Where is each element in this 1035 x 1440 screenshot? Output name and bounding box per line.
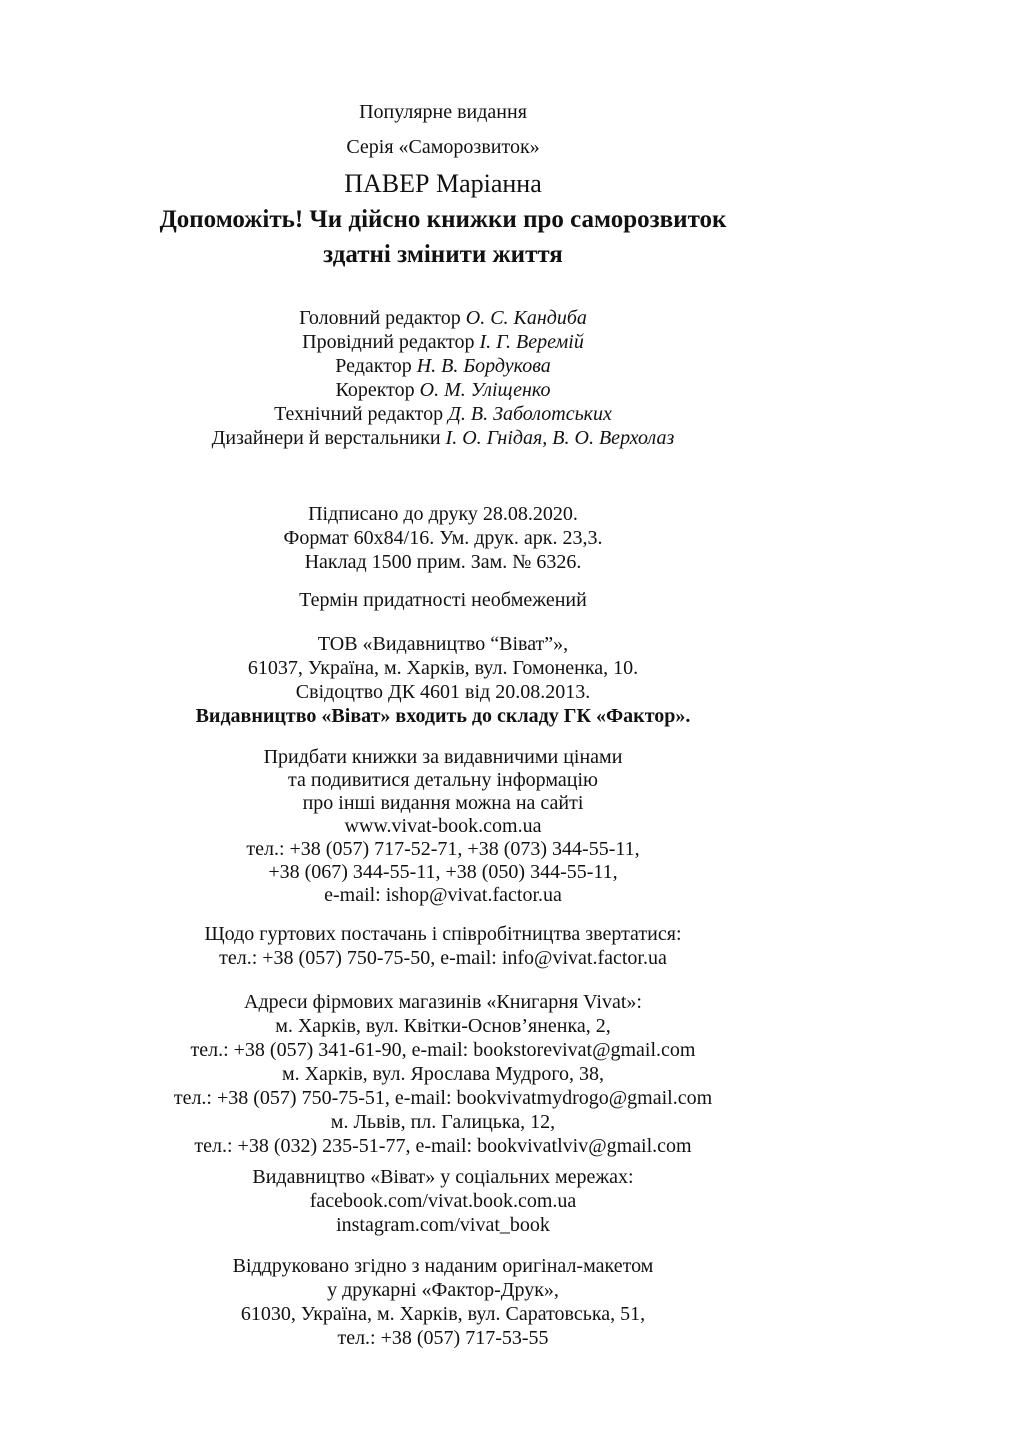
staff-name: О. М. Уліщенко xyxy=(419,379,551,401)
staff-credit-line xyxy=(103,354,783,378)
purchase-email: e-mail: ishop@vivat.factor.ua xyxy=(324,884,562,906)
staff-role: Коректор xyxy=(335,379,415,401)
text-column xyxy=(103,0,783,1440)
printing-house-info xyxy=(103,1254,783,1350)
purchase-info xyxy=(103,746,783,907)
purchase-phones-line: тел.: +38 (057) 717-52-71, +38 (073) 344-55-11, xyxy=(246,838,640,860)
staff-name: О. С. Кандиба xyxy=(465,307,587,329)
store-address: м. Львів, пл. Галицька, 12, xyxy=(330,1111,556,1133)
facebook-link: facebook.com/vivat.book.com.ua xyxy=(309,1190,577,1212)
printer-note: Віддруковано згідно з наданим оригінал-макетом xyxy=(232,1255,654,1277)
staff-role: Технічний редактор xyxy=(274,403,444,425)
book-title xyxy=(103,202,783,272)
staff-credit-line xyxy=(103,330,783,354)
publisher-website: www.vivat-book.com.ua xyxy=(344,815,542,837)
social-media-info xyxy=(103,1165,783,1237)
staff-credit-line xyxy=(103,402,783,426)
printer-address: 61030, Україна, м. Харків, вул. Саратовська, 51, xyxy=(240,1303,646,1325)
stores-heading: Адреси фірмових магазинів «Книгарня Vivat»: xyxy=(244,991,642,1013)
staff-credit-line xyxy=(103,378,783,402)
store-address: м. Харків, вул. Ярослава Мудрого, 38, xyxy=(281,1063,605,1085)
book-title-line-1: Допоможіть! Чи дійсно книжки про саморозвиток xyxy=(159,206,727,233)
print-date: Підписано до друку 28.08.2020. xyxy=(308,503,578,525)
wholesale-info xyxy=(103,922,783,970)
book-title-line-2: здатні змінити життя xyxy=(323,241,563,268)
wholesale-heading: Щодо гуртових постачань і співробітництва звертатися: xyxy=(204,923,682,945)
print-run-info xyxy=(103,502,783,574)
staff-credits xyxy=(103,306,783,450)
store-contacts: тел.: +38 (057) 750-75-51, e-mail: bookvivatmydrogo@gmail.com xyxy=(173,1087,713,1109)
printer-phone: тел.: +38 (057) 717-53-55 xyxy=(337,1327,549,1349)
publisher-group-note: Видавництво «Віват» входить до складу ГК «Фактор». xyxy=(195,705,691,727)
store-address: м. Харків, вул. Квітки-Основ’яненка, 2, xyxy=(275,1015,611,1037)
purchase-text-line: про інші видання можна на сайті xyxy=(302,792,584,814)
wholesale-contacts: тел.: +38 (057) 750-75-50, e-mail: info@vivat.factor.ua xyxy=(219,947,667,969)
shelf-life-note: Термін придатності необмежений xyxy=(299,589,587,611)
staff-name: І. Г. Веремій xyxy=(479,331,584,353)
staff-name: І. О. Гнідая, В. О. Верхолаз xyxy=(445,427,675,449)
publisher-info xyxy=(103,632,783,728)
purchase-phones-line: +38 (067) 344-55-11, +38 (050) 344-55-11, xyxy=(268,861,618,883)
store-contacts: тел.: +38 (032) 235-51-77, e-mail: bookvivatlviv@gmail.com xyxy=(194,1135,692,1157)
print-format: Формат 60х84/16. Ум. друк. арк. 23,3. xyxy=(283,527,603,549)
printer-name: у друкарні «Фактор-Друк», xyxy=(327,1279,559,1301)
purchase-text-line: Придбати книжки за видавничими цінами xyxy=(263,746,623,768)
staff-role: Провідний редактор xyxy=(302,331,475,353)
store-contacts: тел.: +38 (057) 341-61-90, e-mail: bookstorevivat@gmail.com xyxy=(190,1039,696,1061)
instagram-link: instagram.com/vivat_book xyxy=(336,1214,550,1236)
series-name: Серія «Саморозвиток» xyxy=(346,136,540,158)
publisher-address: 61037, Україна, м. Харків, вул. Гомоненка, 10. xyxy=(247,657,639,679)
staff-role: Головний редактор xyxy=(299,307,461,329)
author-name: ПАВЕР Маріанна xyxy=(344,169,542,198)
staff-name: Д. В. Заболотських xyxy=(448,403,612,425)
bookstore-addresses xyxy=(103,990,783,1158)
edition-type: Популярне видання xyxy=(359,101,527,123)
staff-role: Редактор xyxy=(335,355,412,377)
staff-credit-line xyxy=(103,426,783,450)
social-heading: Видавництво «Віват» у соціальних мережах: xyxy=(252,1166,634,1188)
publisher-certificate: Свідоцтво ДК 4601 від 20.08.2013. xyxy=(295,681,591,703)
purchase-text-line: та подивитися детальну інформацію xyxy=(288,769,598,791)
staff-role: Дизайнери й верстальники xyxy=(211,427,441,449)
staff-credit-line xyxy=(103,306,783,330)
staff-name: Н. В. Бордукова xyxy=(416,355,551,377)
print-circulation: Наклад 1500 прим. Зам. № 6326. xyxy=(304,551,582,573)
publisher-name: ТОВ «Видавництво “Віват”», xyxy=(317,633,569,655)
